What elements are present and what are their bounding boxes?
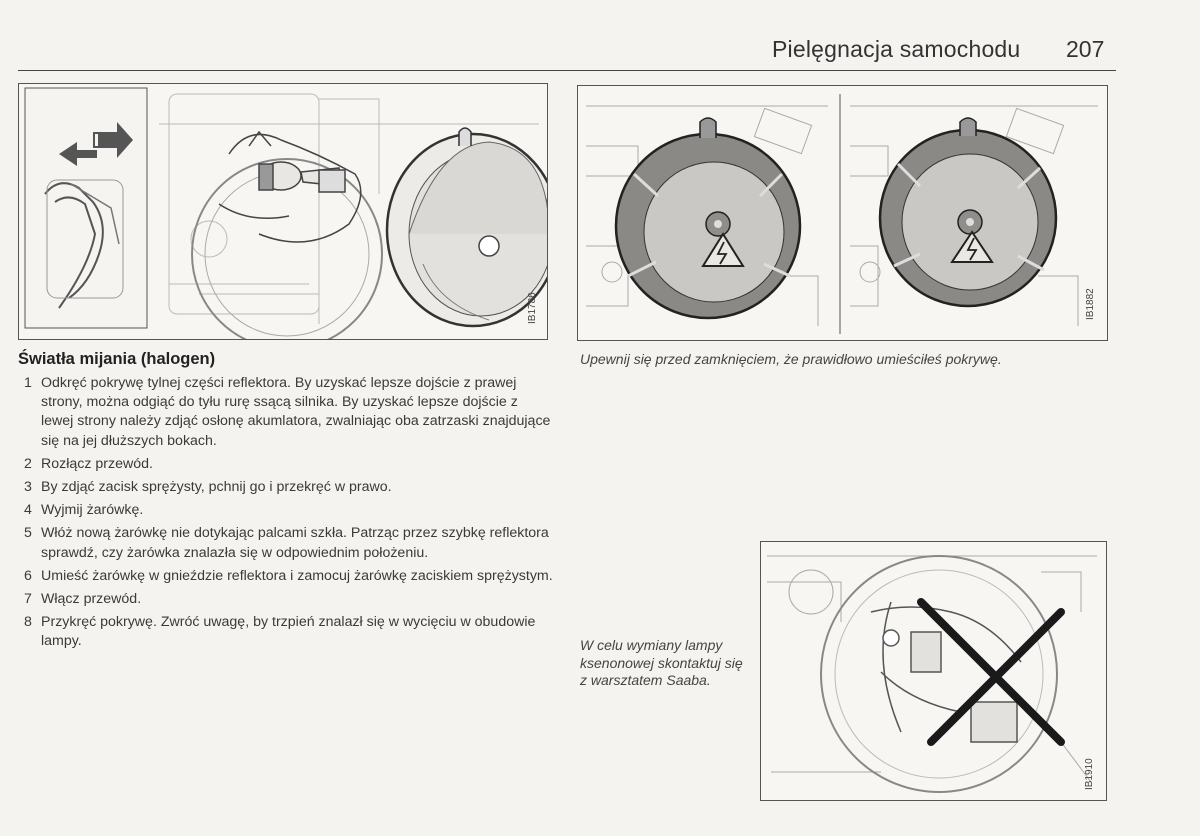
step-item: 5 Włóż nową żarówkę nie dotykając palcami szkła. Patrząc przez szybkę reflektora sprawdź, czy żarówka znalazła się w odpowiednim położeniu. xyxy=(24,525,549,561)
halogen-bulb-illustration xyxy=(18,83,548,340)
headlamp-cover-comparison xyxy=(577,85,1108,341)
step-item: 7 Włącz przewód. xyxy=(24,591,142,608)
header-rule xyxy=(18,70,1116,71)
figure-code-xenon: IB1910 xyxy=(1084,758,1095,790)
step-item: 2 Rozłącz przewód. xyxy=(24,455,153,472)
page-header-title: Pielęgnacja samochodu xyxy=(772,36,1021,62)
cover-check-caption: Upewnij się przed zamknięciem, że prawidłowo umieściłeś pokrywę. xyxy=(580,351,1002,367)
instruction-steps xyxy=(24,374,554,656)
xenon-lamp-illustration xyxy=(760,541,1107,801)
step-item: 6 Umieść żarówkę w gnieździe reflektora i zamocuj żarówkę zaciskiem sprężystym. xyxy=(24,567,553,584)
step-item: 4 Wyjmij żarówkę. xyxy=(24,502,144,519)
step-item: 3 By zdjąć zacisk sprężysty, pchnij go i przekręć w prawo. xyxy=(24,479,392,496)
step-item: 1 Odkręć pokrywę tylnej części reflektora. By uzyskać lepsze dojście z prawej strony, można odgiąć do tyłu rurę ssącą silnika. By uzyskać lepsze dojście z lewej strony należy zdjąć osłonę akumlatora, zwalniając oba zatrzaski znajdujące się na jej dłuższych bokach. xyxy=(24,375,551,449)
figure-code-right: IB1882 xyxy=(1085,288,1096,320)
step-item: 8 Przykręć pokrywę. Zwróć uwagę, by trzpień znalazł się w wycięciu w obudowie lampy. xyxy=(24,614,536,650)
page-number: 207 xyxy=(1066,36,1105,62)
figure-code-left: IB1786 xyxy=(527,292,538,324)
xenon-caption: W celu wymiany lampy ksenonowej skontaktuj się z warsztatem Saaba. xyxy=(580,637,743,688)
section-title: Światła mijania (halogen) xyxy=(18,350,216,368)
